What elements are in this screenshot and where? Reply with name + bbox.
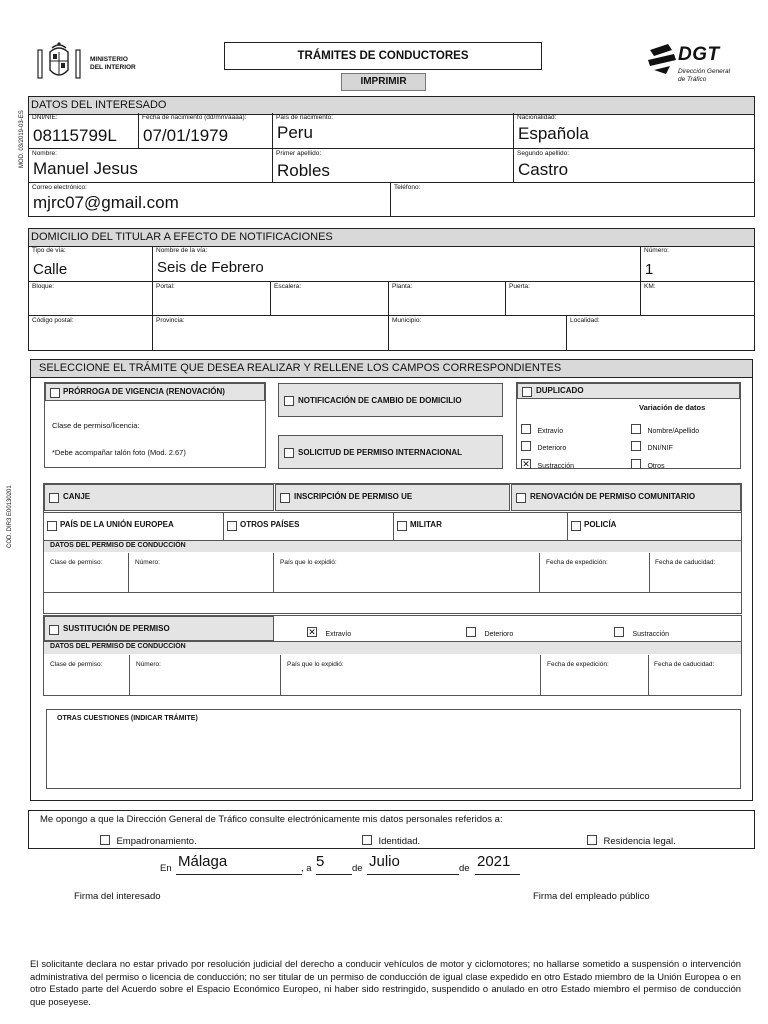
field-label: Provincia: — [156, 317, 185, 324]
field-label: Puerta: — [509, 283, 530, 290]
section-heading: DATOS DEL INTERESADO — [29, 97, 754, 115]
checkbox[interactable] — [362, 835, 372, 845]
otros-paises-option[interactable] — [224, 512, 394, 540]
consent-text: Me opongo a que la Dirección General de Tráfico consulte electrónicamente mis datos personales referidos a: — [40, 814, 503, 825]
street-name-field[interactable] — [153, 246, 641, 282]
sust-pais-field[interactable] — [281, 655, 541, 695]
option-label: Sustracción — [632, 631, 670, 638]
applicant-signature-label: Firma del interesado — [74, 891, 161, 902]
duplicado-header[interactable] — [517, 383, 740, 399]
km-field[interactable] — [641, 282, 754, 316]
sust-deterioro-option[interactable] — [466, 623, 513, 641]
field-label: Fecha de expedición: — [547, 661, 609, 668]
empadronamiento-option[interactable] — [100, 831, 197, 849]
checkbox[interactable] — [227, 521, 237, 531]
checkbox[interactable] — [631, 441, 641, 451]
field-value: Peru — [277, 123, 313, 142]
field-value: 07/01/1979 — [143, 126, 229, 145]
extravio-option[interactable] — [521, 420, 563, 438]
surname2-field[interactable] — [514, 149, 754, 183]
notificacion-option[interactable] — [278, 383, 503, 417]
field-label: País de nacimiento: — [276, 114, 334, 121]
checkbox-checked[interactable]: ✕ — [522, 458, 530, 469]
field-value: 2021 — [477, 853, 511, 870]
inscripcion-label: INSCRIPCIÓN DE PERMISO UE — [294, 492, 413, 501]
birth-country-field[interactable] — [273, 113, 514, 149]
talon-note: *Debe acompañar talón foto (Mod. 2.67) — [52, 448, 186, 457]
field-label: DNI/NIE: — [32, 114, 58, 121]
canje-option[interactable] — [44, 484, 274, 511]
checkbox[interactable] — [631, 459, 641, 469]
residencia-option[interactable] — [587, 831, 676, 849]
field-value: Seis de Febrero — [157, 259, 264, 276]
policia-label: POLICÍA — [584, 520, 617, 529]
dgt-subtitle: Dirección General de Tráfico — [678, 68, 731, 83]
field-value: mjrc07@gmail.com — [33, 193, 179, 212]
clase-licencia-label: Clase de permiso/licencia: — [52, 421, 140, 430]
checkbox[interactable] — [397, 521, 407, 531]
policia-option[interactable] — [568, 512, 741, 540]
block-field[interactable] — [29, 282, 153, 316]
checkbox[interactable] — [50, 388, 60, 398]
variacion-label: Variación de datos — [639, 403, 706, 412]
sustitucion-label: SUSTITUCIÓN DE PERMISO — [63, 624, 170, 633]
field-value: Calle — [33, 261, 68, 278]
option-label: Identidad. — [378, 836, 421, 847]
dgt-logo-text: DGT — [678, 44, 720, 65]
field-label: Nacionalidad: — [517, 114, 557, 121]
place-field[interactable] — [176, 852, 302, 875]
dgt-logo-icon — [646, 42, 678, 76]
option-label: DNI/NIF — [647, 445, 673, 452]
dni-nif-option[interactable] — [631, 437, 673, 455]
option-label: Residencia legal. — [603, 836, 676, 847]
sust-clase-field[interactable] — [44, 655, 130, 695]
month-field[interactable] — [367, 852, 459, 875]
prorroga-header[interactable] — [45, 383, 265, 401]
checkbox[interactable] — [587, 835, 597, 845]
canje-caducidad-field[interactable] — [650, 553, 741, 593]
employee-signature-label: Firma del empleado público — [533, 891, 650, 902]
heading-label: DATOS DEL PERMISO DE CONDUCCIÓN — [50, 542, 186, 549]
deterioro-option[interactable] — [521, 437, 566, 455]
internacional-label: SOLICITUD DE PERMISO INTERNACIONAL — [298, 448, 463, 457]
field-label: Nombre de la vía: — [156, 247, 208, 254]
print-button[interactable]: IMPRIMIR — [341, 73, 426, 91]
option-label: Deterioro — [484, 631, 514, 638]
canje-expedicion-field[interactable] — [540, 553, 650, 593]
side-code-top: MOD. 03/2019-03-ES — [19, 110, 25, 168]
sustraccion-option[interactable] — [521, 455, 574, 473]
renovacion-comunitario-label: RENOVACIÓN DE PERMISO COMUNITARIO — [530, 492, 696, 501]
option-label: Extravío — [325, 631, 352, 638]
militar-label: MILITAR — [410, 520, 442, 529]
otras-cuestiones-label: OTRAS CUESTIONES (INDICAR TRÁMITE) — [57, 715, 198, 722]
field-label: Fecha de expedición: — [546, 559, 608, 566]
municipality-field[interactable] — [389, 316, 567, 350]
pais-ue-option[interactable] — [44, 512, 224, 540]
checkbox[interactable] — [521, 424, 531, 434]
place-prefix: En — [160, 863, 172, 874]
otras-cuestiones-box[interactable] — [46, 709, 741, 789]
field-label: Clase de permiso: — [50, 661, 103, 668]
option-label: Extravío — [537, 428, 564, 435]
field-value: 1 — [645, 261, 654, 278]
birth-date-field[interactable] — [139, 113, 273, 149]
checkbox[interactable] — [631, 424, 641, 434]
canje-numero-field[interactable] — [129, 553, 274, 593]
field-label: Clase de permiso: — [50, 559, 103, 566]
pais-ue-label: PAÍS DE LA UNIÓN EUROPEA — [60, 520, 174, 529]
sust-expedicion-field[interactable] — [541, 655, 649, 695]
sust-permiso-heading — [44, 641, 741, 654]
sust-sustraccion-option[interactable] — [614, 623, 669, 641]
checkbox[interactable] — [516, 493, 526, 503]
option-label: Sustracción — [537, 463, 575, 470]
name-field[interactable] — [29, 149, 273, 183]
field-value: Julio — [369, 853, 400, 870]
prorroga-label: PRÓRROGA DE VIGENCIA (RENOVACIÓN) — [63, 387, 225, 396]
field-label: Tipo de vía: — [32, 247, 66, 254]
militar-option[interactable] — [394, 512, 568, 540]
stair-field[interactable] — [271, 282, 389, 316]
option-label: Otros — [647, 463, 665, 470]
otros-paises-label: OTROS PAÍSES — [240, 520, 300, 529]
heading-label: DATOS DEL PERMISO DE CONDUCCIÓN — [50, 643, 186, 650]
province-field[interactable] — [153, 316, 389, 350]
month-prefix: de — [352, 863, 363, 874]
phone-field[interactable] — [391, 183, 754, 216]
checkbox[interactable] — [284, 396, 294, 406]
locality-field[interactable] — [567, 316, 754, 350]
field-label: Fecha de caducidad: — [654, 661, 715, 668]
canje-pais-field[interactable] — [274, 553, 540, 593]
section-heading: DOMICILIO DEL TITULAR A EFECTO DE NOTIFICACIONES — [29, 229, 754, 247]
dni-field[interactable] — [29, 113, 139, 149]
year-prefix: de — [459, 863, 470, 874]
checkbox[interactable] — [47, 521, 57, 531]
checkbox[interactable] — [284, 448, 294, 458]
field-label: Teléfono: — [394, 184, 421, 191]
canje-clase-field[interactable] — [44, 553, 129, 593]
internacional-option[interactable] — [278, 435, 503, 469]
surname1-field[interactable] — [273, 149, 514, 183]
portal-field[interactable] — [153, 282, 271, 316]
email-field[interactable] — [29, 183, 391, 216]
legal-declaration: El solicitante declara no estar privado por resolución judicial del derecho a conducir vehículos de motor y ciclomotores; no hallarse sometido a suspensión o intervención administrativa del permiso o licencia de conducción; no ser titular de un permiso de conducción de igual clase expedido en otro Estado miembro de la Unión Europea o en otro Estado parte del Acuerdo sobre el Espacio Económico Europeo, ni haber sido restringido, suspendido o anulado en otro Estado miembro el permiso de conducción que poseyese. — [30, 958, 741, 1007]
year-field[interactable] — [475, 852, 520, 875]
field-label: Fecha de nacimiento (dd/mm/aaaa): — [142, 114, 247, 121]
field-label: Portal: — [156, 283, 175, 290]
checkbox[interactable] — [614, 627, 624, 637]
checkbox[interactable] — [49, 493, 59, 503]
page-title: TRÁMITES DE CONDUCTORES — [224, 42, 542, 70]
option-label: Nombre/Apellido — [647, 428, 700, 435]
canje-permiso-heading — [44, 540, 741, 552]
option-label: Deterioro — [537, 445, 567, 452]
door-field[interactable] — [506, 282, 641, 316]
option-label: Empadronamiento. — [116, 836, 197, 847]
field-label: Escalera: — [274, 283, 302, 290]
checkbox[interactable] — [466, 627, 476, 637]
field-label: KM: — [644, 283, 656, 290]
checkbox[interactable] — [522, 387, 532, 397]
sustitucion-option[interactable] — [44, 616, 274, 641]
field-label: Bloque: — [32, 283, 55, 290]
canje-label: CANJE — [63, 492, 91, 501]
field-label: País que lo expidió: — [287, 661, 344, 668]
checkbox[interactable] — [571, 521, 581, 531]
spain-coat-of-arms-logo — [36, 42, 82, 82]
nationality-field[interactable] — [514, 113, 754, 149]
day-field[interactable] — [316, 852, 352, 875]
field-label: Número: — [136, 661, 161, 668]
checkbox[interactable] — [49, 625, 59, 635]
checkbox-checked[interactable]: ✕ — [308, 626, 316, 637]
duplicado-label: DUPLICADO — [536, 386, 584, 395]
street-number-field[interactable] — [641, 246, 754, 282]
checkbox[interactable] — [521, 441, 531, 451]
inscripcion-option[interactable] — [275, 484, 510, 511]
field-value: Manuel Jesus — [33, 159, 138, 178]
field-value: 08115799L — [33, 126, 117, 145]
sust-extravio-option[interactable] — [307, 623, 351, 641]
field-value: Española — [518, 124, 589, 143]
field-value: Castro — [518, 160, 569, 179]
field-value: Málaga — [178, 853, 228, 870]
field-label: Planta: — [392, 283, 413, 290]
side-code-bottom: COD. DIR3 E00130201 — [7, 485, 13, 548]
checkbox[interactable] — [280, 493, 290, 503]
field-label: Fecha de caducidad: — [655, 559, 716, 566]
field-value: Robles — [277, 161, 330, 180]
identidad-option[interactable] — [362, 831, 420, 849]
field-label: Número: — [644, 247, 669, 254]
renovacion-comunitario-option[interactable] — [511, 484, 741, 511]
otros-option[interactable] — [631, 455, 665, 473]
nombre-apellido-option[interactable] — [631, 420, 699, 438]
field-label: Primer apellido: — [276, 150, 322, 157]
field-label: País que lo expidió: — [280, 559, 337, 566]
sust-numero-field[interactable] — [130, 655, 281, 695]
field-label: Número: — [135, 559, 160, 566]
field-label: Nombre: — [32, 150, 57, 157]
section-heading: SELECCIONE EL TRÁMITE QUE DESEA REALIZAR Y RELLENE LOS CAMPOS CORRESPONDIENTES — [31, 360, 752, 378]
postal-code-field[interactable] — [29, 316, 153, 350]
floor-field[interactable] — [389, 282, 506, 316]
street-type-field[interactable] — [29, 246, 153, 282]
field-value: 5 — [316, 853, 325, 870]
sust-caducidad-field[interactable] — [649, 655, 741, 695]
field-label: Municipio: — [392, 317, 422, 324]
field-label: Código postal: — [32, 317, 74, 324]
date-prefix: , a — [301, 863, 312, 874]
field-label: Localidad: — [570, 317, 600, 324]
notificacion-label: NOTIFICACIÓN DE CAMBIO DE DOMICILIO — [298, 396, 462, 405]
ministry-name: MINISTERIO DEL INTERIOR — [90, 56, 136, 71]
field-label: Correo electrónico: — [32, 184, 87, 191]
checkbox[interactable] — [100, 835, 110, 845]
field-label: Segundo apellido: — [517, 150, 570, 157]
